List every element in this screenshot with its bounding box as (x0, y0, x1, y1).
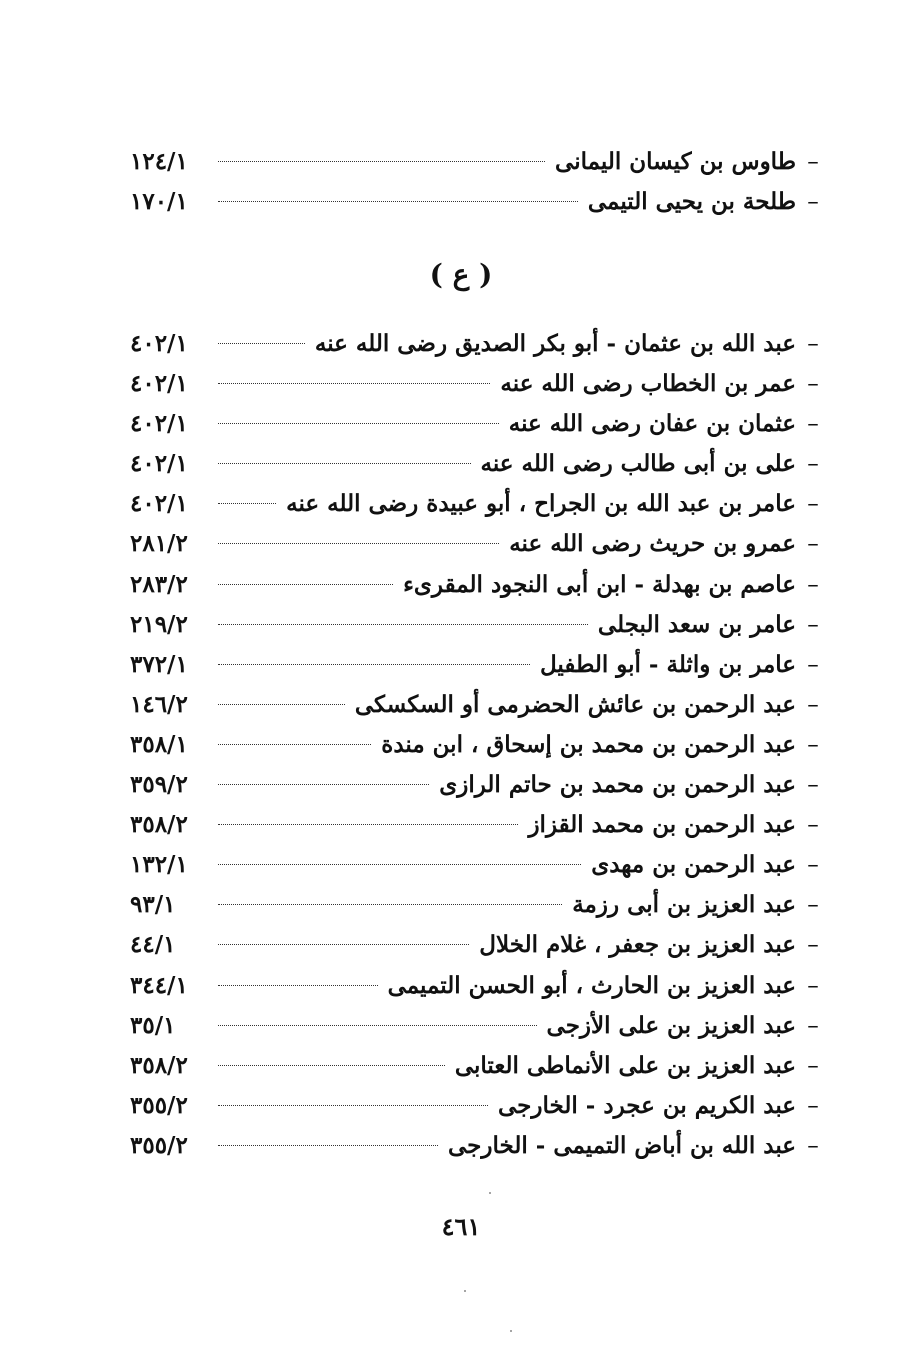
index-entry (130, 885, 830, 925)
entry-reference: ٩٣/١ (130, 891, 176, 919)
entry-dash: – (807, 772, 819, 799)
entry-name: عاصم بن بهدلة - ابن أبى النجود المقرىء (403, 570, 796, 598)
entry-name: عبد العزيز بن على الأنماطى العتابى (454, 1051, 796, 1079)
entry-dash: – (807, 1132, 819, 1159)
dot-leader (218, 985, 378, 986)
entry-dash: – (807, 1012, 819, 1039)
entry-reference: ١٤٦/٢ (130, 690, 188, 718)
entry-reference: ١٢٤/١ (130, 148, 188, 175)
entry-name: طاوس بن كيسان اليمانى (555, 148, 796, 175)
entry-reference: ٣٥٩/٢ (130, 771, 188, 799)
entry-dash: – (807, 531, 819, 558)
print-speck (510, 1330, 512, 1332)
dot-leader (218, 423, 499, 424)
entry-dash: – (807, 852, 819, 879)
entry-reference: ٢١٩/٢ (130, 610, 188, 638)
entry-dash: – (807, 892, 819, 919)
dot-leader (218, 664, 530, 665)
dot-leader (218, 161, 545, 162)
dot-leader (218, 201, 578, 202)
index-entry (130, 725, 830, 765)
entry-dash: – (807, 189, 819, 216)
entry-reference: ٢٨١/٢ (130, 530, 188, 558)
index-entry (130, 765, 830, 805)
index-entry (130, 925, 830, 965)
entry-name: عامر بن سعد البجلى (597, 610, 796, 638)
entry-name: عبد العزيز بن جعفر ، غلام الخلال (479, 931, 796, 959)
dot-leader (218, 704, 345, 705)
entry-name: عبد الرحمن بن مهدى (591, 851, 796, 879)
dot-leader (218, 624, 588, 625)
entry-reference: ٤٠٢/١ (130, 370, 188, 398)
entry-reference: ٤٠٢/١ (130, 410, 188, 438)
dot-leader (218, 1105, 488, 1106)
dot-leader (218, 543, 499, 544)
entry-reference: ٣٥٨/١ (130, 730, 188, 758)
print-speck (489, 1192, 491, 1194)
entry-reference: ٣٤٤/١ (130, 971, 188, 999)
dot-leader (218, 784, 429, 785)
index-entry (130, 966, 830, 1006)
dot-leader (218, 463, 471, 464)
entry-dash: – (807, 691, 819, 718)
index-entry (130, 142, 830, 182)
index-entry (130, 524, 830, 564)
entry-name: عبد الكريم بن عجرد - الخارجى (498, 1091, 796, 1119)
dot-leader (218, 824, 518, 825)
entry-reference: ٣٥/١ (130, 1011, 176, 1039)
dot-leader (218, 904, 562, 905)
index-entry (130, 404, 830, 444)
index-entry (130, 805, 830, 845)
index-entry (130, 1006, 830, 1046)
entry-reference: ١٧٠/١ (130, 188, 188, 216)
entry-dash: – (807, 731, 819, 758)
entry-reference: ٣٥٥/٢ (130, 1091, 188, 1119)
entry-dash: – (807, 812, 819, 839)
dot-leader (218, 744, 371, 745)
index-entry (130, 364, 830, 404)
entry-name: على بن أبى طالب رضى الله عنه (480, 450, 796, 478)
entry-dash: – (807, 451, 819, 478)
entry-name: عامر بن عبد الله بن الجراح ، أبو عبيدة رضى الله عنه (286, 490, 796, 518)
entry-dash: – (807, 932, 819, 959)
dot-leader (218, 383, 490, 384)
entry-reference: ٣٥٥/٢ (130, 1131, 188, 1159)
entry-reference: ٤٤/١ (130, 931, 176, 959)
index-entry (130, 605, 830, 645)
entry-dash: – (807, 1052, 819, 1079)
index-entry (130, 484, 830, 524)
entry-dash: – (807, 331, 819, 357)
entry-name: عثمان بن عفان رضى الله عنه (508, 410, 796, 438)
index-entry (130, 182, 830, 222)
entry-name: عمر بن الخطاب رضى الله عنه (500, 370, 796, 398)
entry-reference: ٤٠٢/١ (130, 330, 188, 357)
entry-dash: – (807, 611, 819, 638)
entry-reference: ٣٧٢/١ (130, 650, 188, 678)
entry-dash: – (807, 491, 819, 518)
entry-dash: – (807, 371, 819, 398)
entry-reference: ٤٠٢/١ (130, 490, 188, 518)
entry-name: عامر بن واثلة - أبو الطفيل (539, 650, 796, 678)
entry-reference: ٣٥٨/٢ (130, 811, 188, 839)
entry-name: عبد الرحمن بن عائش الحضرمى أو السكسكى (354, 690, 796, 718)
entry-reference: ٤٠٢/١ (130, 450, 188, 478)
dot-leader (218, 944, 469, 945)
index-entry (130, 444, 830, 484)
entry-name: طلحة بن يحيى التيمى (587, 188, 796, 216)
dot-leader (218, 584, 393, 585)
dot-leader (218, 864, 581, 865)
index-entry (130, 1086, 830, 1126)
entry-reference: ٢٨٣/٢ (130, 570, 188, 598)
index-entry (130, 565, 830, 605)
index-entry (130, 1126, 830, 1166)
index-entries-list (130, 324, 830, 1166)
index-entry (130, 645, 830, 685)
print-speck (464, 1290, 466, 1292)
entry-name: عمرو بن حريث رضى الله عنه (509, 530, 796, 558)
page-number: ٤٦١ (441, 1212, 481, 1241)
dot-leader (218, 1025, 537, 1026)
index-entry (130, 324, 830, 364)
entry-dash: – (807, 972, 819, 999)
entry-name: عبد العزيز بن على الأزجى (546, 1011, 796, 1039)
dot-leader (218, 1145, 438, 1146)
entry-name: عبد العزيز بن الحارث ، أبو الحسن التميمى (387, 971, 796, 999)
entry-dash: – (807, 651, 819, 678)
entry-dash: – (807, 1092, 819, 1119)
dot-leader (218, 1065, 445, 1066)
index-entry (130, 1046, 830, 1086)
dot-leader (218, 503, 276, 504)
dot-leader (218, 343, 305, 344)
entry-name: عبد الله بن عثمان - أبو بكر الصديق رضى الله عنه (314, 330, 796, 357)
section-heading: ( ع ) (429, 258, 493, 291)
entry-dash: – (807, 411, 819, 438)
index-entry (130, 845, 830, 885)
entry-dash: – (807, 149, 819, 175)
entry-name: عبد الله بن أباض التميمى - الخارجى (448, 1131, 796, 1159)
top-entries-list (130, 142, 830, 222)
entry-name: عبد الرحمن بن محمد القزاز (528, 811, 796, 839)
entry-reference: ١٣٢/١ (130, 851, 188, 879)
entry-name: عبد العزيز بن أبى رزمة (572, 891, 796, 919)
entry-reference: ٣٥٨/٢ (130, 1051, 188, 1079)
entry-name: عبد الرحمن بن محمد بن إسحاق ، ابن مندة (381, 730, 796, 758)
index-entry (130, 685, 830, 725)
entry-name: عبد الرحمن بن محمد بن حاتم الرازى (439, 771, 796, 799)
entry-dash: – (807, 571, 819, 598)
